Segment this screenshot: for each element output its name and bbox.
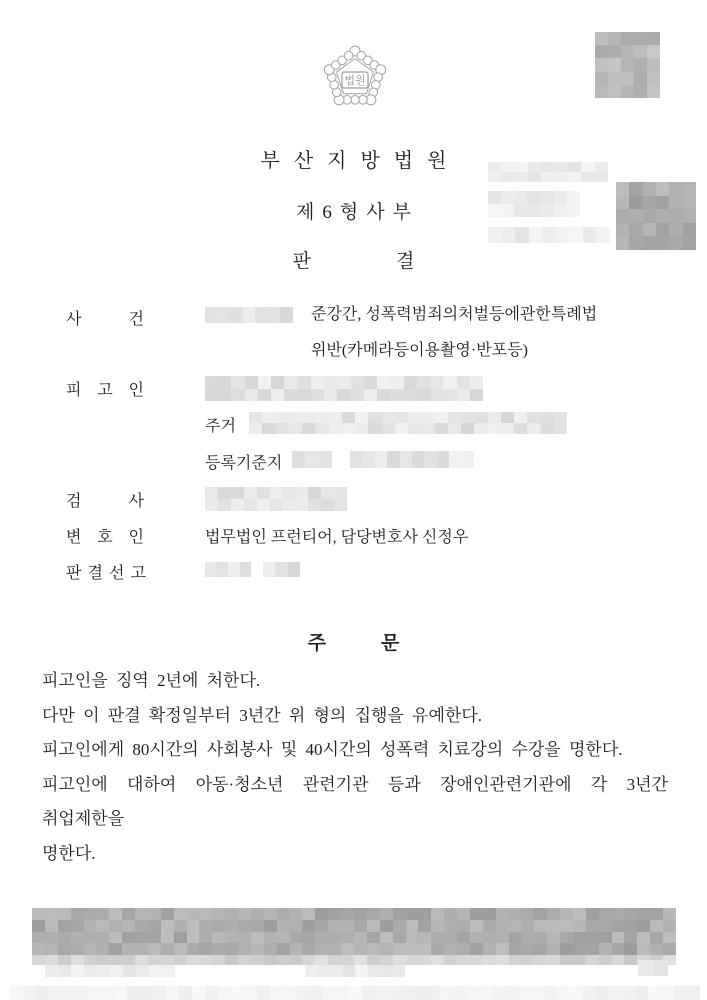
division-name: 제6형사부 [296, 202, 419, 223]
redacted-note-3 [488, 227, 610, 243]
case-label: 사 건 [66, 311, 144, 328]
redacted-case-number [205, 307, 293, 323]
seal-text: 법원 [344, 75, 366, 87]
doc-type-row [0, 246, 707, 273]
prosecutor-label: 검 사 [66, 493, 144, 510]
order-heading: 주문 [307, 633, 455, 654]
counsel-value: 법무법인 프런티어, 담당변호사 신정우 [205, 529, 469, 546]
redacted-footer-bar [32, 908, 676, 955]
domicile-label: 등록기준지 [205, 455, 283, 472]
redacted-footer-seg-3 [638, 960, 668, 976]
order-line-2: 다만 이 판결 확정일부터 3년간 위 형의 집행을 유예한다. [42, 705, 483, 725]
redacted-footer-seg-2 [305, 965, 405, 977]
redacted-judgment-date-1 [205, 562, 251, 577]
redacted-judgment-date-2 [263, 562, 300, 577]
counsel-label: 변 호 인 [66, 529, 144, 546]
court-seal [322, 42, 388, 120]
redacted-prosecutor [205, 487, 347, 511]
judgment-date-label: 판 결 선 고 [66, 565, 146, 582]
order-text [42, 664, 668, 871]
redacted-footer-ghost [10, 986, 700, 1000]
redacted-defendant [205, 376, 483, 401]
defendant-label: 피 고 인 [66, 382, 144, 399]
court-name: 부산지방법원 [260, 150, 461, 172]
redacted-stamp [595, 32, 660, 98]
redacted-domicile-2 [350, 451, 474, 468]
case-charges: 준강간, 성폭력범죄의처벌등에관한특례법위반(카메라등이용촬영·반포등) [311, 306, 598, 359]
court-name-row [0, 144, 707, 173]
redacted-residence [249, 412, 567, 434]
division-row [0, 197, 707, 224]
redacted-domicile-1 [292, 451, 332, 468]
doc-type-title: 판결 [292, 251, 500, 272]
redacted-footer-seg-1 [45, 965, 175, 977]
redacted-footer-band [32, 955, 676, 965]
order-line-3: 피고인에게 80시간의 사회봉사 및 40시간의 성폭력 치료강의 수강을 명한다. [42, 740, 623, 759]
residence-label: 주거 [205, 418, 236, 435]
order-line-4: 피고인에 대하여 아동·청소년 관련기관 등과 장애인관련기관에 각 3년간 취업제한을 [42, 774, 668, 828]
order-line-5: 명한다. [42, 843, 96, 863]
order-line-1: 피고인을 징역 2년에 처한다. [42, 671, 261, 690]
order-heading-row [0, 628, 707, 655]
